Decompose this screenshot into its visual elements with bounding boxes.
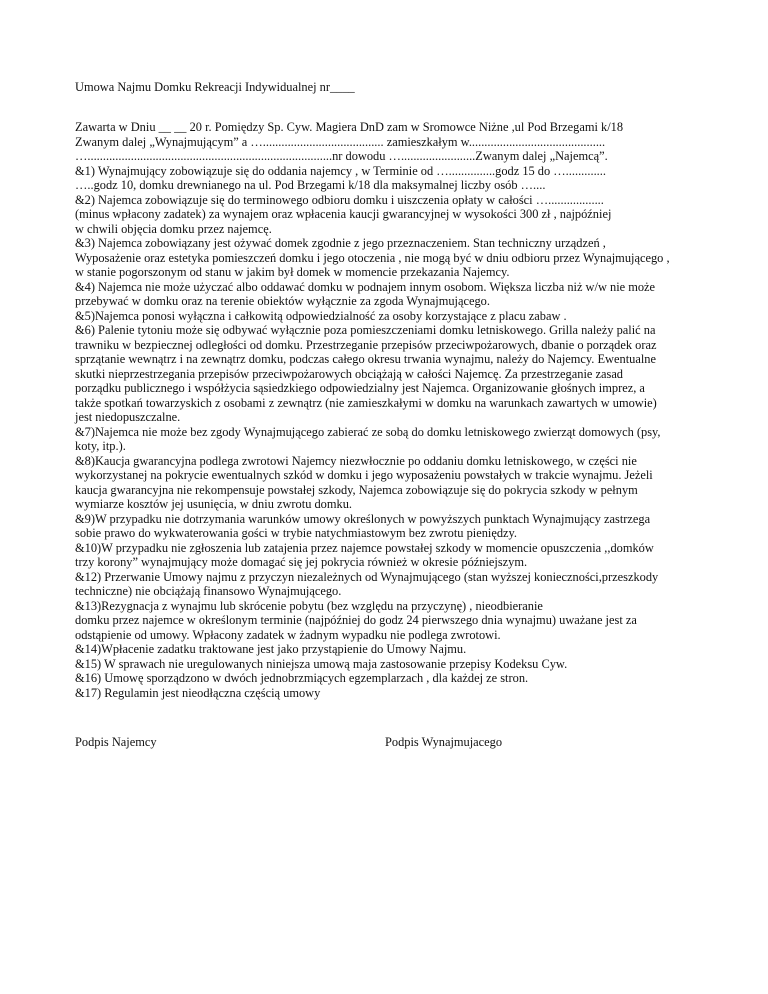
body-line: Zwanym dalej „Wynajmującym” a …....................................... zamieszkałym w............................................ xyxy=(75,134,606,149)
body-line: &8)Kaucja gwarancyjna podlega zwrotowi Najemcy niezwłocznie po oddaniu domku letniskowego, w części nie xyxy=(75,453,637,468)
body-line: &10)W przypadku nie zgłoszenia lub zatajenia przez najemce powstałej szkody w momencie opuszczenia ,,domków xyxy=(75,540,654,555)
body-line: trzy korony” wynajmujący może domagać się jej pokrycia również w okresie późniejszym. xyxy=(75,555,528,569)
body-line: w chwili objęcia domku przez najemcę. xyxy=(75,221,272,236)
body-line: …..godz 10, domku drewnianego na ul. Pod Brzegami k/18 dla maksymalnej liczby osób ….... xyxy=(75,178,546,192)
body-line: skutki nieprzestrzegania przepisów przeciwpożarowych obciążają w całości Najemcę. Za przestrzeganie zasad xyxy=(75,366,624,381)
body-line: trawniku w bezpiecznej odległości od domku. Przestrzeganie przepisów przeciwpożarowych, dbanie o porządek oraz xyxy=(75,337,657,352)
body-line: &13)Rezygnacja z wynajmu lub skrócenie pobytu (bez względu na przyczynę) , nieodbieranie xyxy=(75,598,543,613)
body-line: jest niedopuszczalne. xyxy=(75,410,181,424)
document-title: Umowa Najmu Domku Rekreacji Indywidualnej nr____ xyxy=(75,80,355,94)
body-line: kaucja gwarancyjna nie rekompensuje powstałej szkody, Najemca zobowiązuje się do pokrycia szkody w pełnym xyxy=(75,482,638,497)
body-line: (minus wpłacony zadatek) za wynajem oraz wpłacenia kaucji gwarancyjnej w wysokości 300 zł , najpóźniej xyxy=(75,207,612,221)
body-line: koty, itp.). xyxy=(75,439,126,453)
body-line: domku przez najemce w określonym terminie (najpóźniej do godz 24 pierwszego dnia wynajmu) uważane jest za xyxy=(75,613,637,627)
contract-body xyxy=(75,120,715,715)
body-line: porządku publicznego i współżycia sąsiedzkiego odpowiedzialny jest Najemca. Organizowanie głośnych imprez, a xyxy=(75,381,645,395)
tenant-signature-label: Podpis Najemcy xyxy=(75,735,157,749)
body-line: techniczne) nie obciążają finansowo Wynajmującego. xyxy=(75,584,342,598)
body-line: &12) Przerwanie Umowy najmu z przyczyn niezależnych od Wynajmującego (stan wyższej konieczności,przeszkody xyxy=(75,569,659,584)
body-line: &9)W przypadku nie dotrzymania warunków umowy określonych w powyższych punktach Wynajmujący zastrzega xyxy=(75,511,651,526)
body-line: &5)Najemca ponosi wyłączna i całkowitą odpowiedzialność za osoby korzystające z placu zabaw . xyxy=(75,308,567,323)
body-line: &6) Palenie tytoniu może się odbywać wyłącznie poza pomieszczeniami domku letniskowego. Grilla należy palić na xyxy=(75,323,656,337)
body-line xyxy=(75,700,715,715)
body-line: wykorzystanej na pokrycie ewentualnych szkód w domku i jego wyposażeniu powstałych w trakcie wynajmu. Jeżeli xyxy=(75,468,653,482)
body-line: &3) Najemca zobowiązany jest ożywać domek zgodnie z jego przeznaczeniem. Stan techniczny urządzeń , xyxy=(75,236,606,250)
body-line: &16) Umowę sporządzono w dwóch jednobrzmiących egzemplarzach , dla każdej ze stron. xyxy=(75,671,529,685)
body-line: przebywać w domku oraz na terenie obiektów wyłącznie za zgoda Wynajmującego. xyxy=(75,294,490,308)
body-line: sobie prawo do wykwaterowania gości w trybie natychmiastowym bez zwrotu pieniędzy. xyxy=(75,526,518,540)
body-line: wymiarze kosztów jej usunięcia, w dniu zwrotu domku. xyxy=(75,497,353,511)
body-line: &17) Regulamin jest nieodłączna częścią umowy xyxy=(75,685,321,700)
body-line: także spotkań towarzyskich z osobami z zewnątrz (nie zamieszkałymi w domku na warunkach zawartych w umowie) xyxy=(75,395,657,410)
body-line: Wyposażenie oraz estetyka pomieszczeń domku i jego otoczenia , nie mogą być w dniu odbioru przez Wynajmującego , xyxy=(75,250,670,265)
body-line: &7)Najemca nie może bez zgody Wynajmującego zabierać ze sobą do domku letniskowego zwierząt domowych (psy, xyxy=(75,424,661,439)
landlord-signature-label: Podpis Wynajmujacego xyxy=(385,735,503,749)
body-line: &4) Najemca nie może użyczać albo oddawać domku w podnajem innym osobom. Większa liczba niż w/w nie może xyxy=(75,279,656,294)
body-line: &2) Najemca zobowiązuje się do terminowego odbioru domku i uiszczenia opłaty w całości ….................. xyxy=(75,192,604,207)
body-line: sprzątanie wewnątrz i na zewnątrz domku, podczas całego okresu trwania wynajmu, należy do Najemcy. Ewentualne xyxy=(75,352,656,366)
body-line: &1) Wynajmujący zobowiązuje się do oddania najemcy , w Terminie od …...............godz 15 do …............. xyxy=(75,163,606,178)
body-line: &14)Wpłacenie zadatku traktowane jest jako przystąpienie do Umowy Najmu. xyxy=(75,642,467,656)
body-line: &15) W sprawach nie uregulowanych niniejsza umową maja zastosowanie przepisy Kodeksu Cyw. xyxy=(75,656,568,671)
body-line: …...............................................................................nr dowodu …........................Zwanym dalej „Najemcą”. xyxy=(75,149,608,163)
body-line: w stanie pogorszonym od stanu w jakim był domek w momencie przekazania Najemcy. xyxy=(75,265,510,279)
body-line: odstąpienie od umowy. Wpłacony zadatek w żadnym wypadku nie podlega zwrotowi. xyxy=(75,627,501,642)
body-line: Zawarta w Dniu __ __ 20 r. Pomiędzy Sp. Cyw. Magiera DnD zam w Sromowce Niżne ,ul Pod Brzegami k/18 xyxy=(75,120,624,134)
